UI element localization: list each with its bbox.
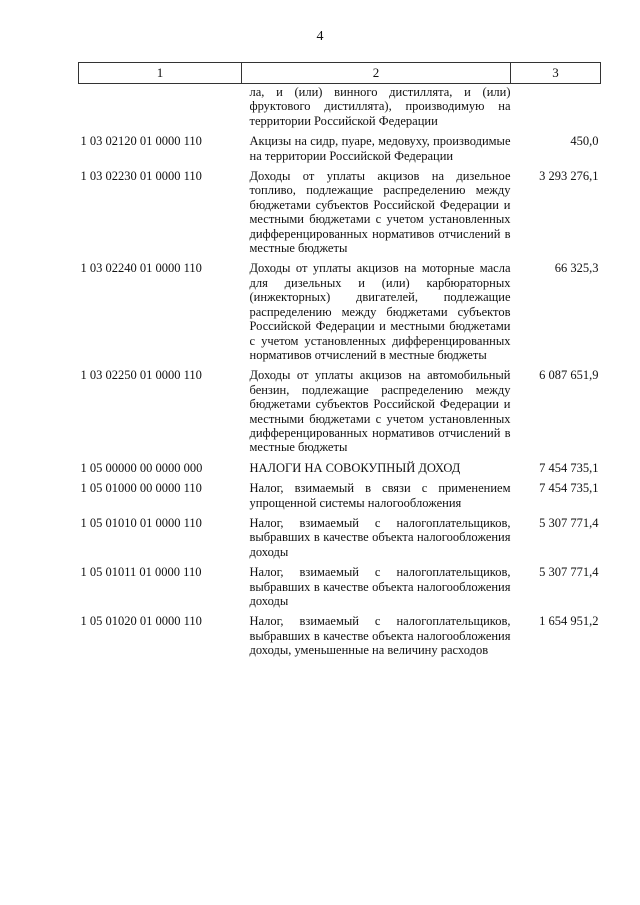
row-amount: 3 293 276,1 bbox=[539, 169, 599, 184]
table-row bbox=[79, 84, 601, 135]
row-name: Налог, взимаемый с налогоплательщиков, выбравших в качестве объекта налогообложения доходы bbox=[249, 515, 511, 559]
row-name: Налог, взимаемый с налогоплательщиков, выбравших в качестве объекта налогообложения доходы bbox=[249, 565, 511, 608]
row-code: 1 03 02250 01 0000 110 bbox=[80, 368, 202, 383]
row-code: 1 05 01020 01 0000 110 bbox=[80, 614, 202, 629]
table-row bbox=[79, 481, 601, 516]
table-row bbox=[79, 134, 601, 169]
table-row bbox=[79, 169, 601, 261]
column-header-amount: 3 bbox=[511, 63, 601, 84]
column-header-name: 2 bbox=[242, 63, 511, 84]
page-number: 4 bbox=[316, 29, 324, 44]
table-body bbox=[79, 84, 601, 664]
row-amount: 6 087 651,9 bbox=[539, 368, 599, 383]
row-name: ла, и (или) винного дистиллята, и (или) фруктового дистиллята), производимую на территории Российской Федерации bbox=[249, 85, 511, 128]
row-amount: 5 307 771,4 bbox=[539, 565, 599, 580]
table-header bbox=[79, 63, 601, 84]
row-name: Доходы от уплаты акцизов на моторные масла для дизельных и (или) карбюраторных (инжекторных) двигателей, подлежащие распределению между бюджетами субъектов Российской Федерации и местными бюджетами с учетом установленных дифференцированных нормативов отчислений в местные бюджеты bbox=[249, 261, 511, 362]
row-amount: 7 454 735,1 bbox=[539, 481, 599, 496]
table-row bbox=[79, 261, 601, 368]
row-amount: 5 307 771,4 bbox=[539, 515, 599, 530]
row-code bbox=[79, 84, 242, 135]
row-code: 1 03 02120 01 0000 110 bbox=[80, 134, 202, 149]
row-amount: 1 654 951,2 bbox=[539, 614, 599, 629]
row-amount: 450,0 bbox=[570, 134, 599, 149]
row-code: 1 05 00000 00 0000 000 bbox=[80, 460, 203, 475]
row-name: Налог, взимаемый с налогоплательщиков, выбравших в качестве объекта налогообложения доходы, уменьшенные на величину расходов bbox=[249, 614, 511, 658]
table-row bbox=[79, 516, 601, 565]
row-code: 1 05 01010 01 0000 110 bbox=[80, 515, 202, 530]
revenue-table bbox=[78, 62, 601, 664]
column-header-code: 1 bbox=[79, 63, 242, 84]
row-name: Доходы от уплаты акцизов на автомобильный бензин, подлежащие распределению между бюджетами субъектов Российской Федерации и местными бюджетами с учетом установленных дифференцированных нормативов отчислений в местные бюджеты bbox=[249, 368, 511, 455]
header-row bbox=[79, 63, 601, 84]
row-name: Доходы от уплаты акцизов на дизельное топливо, подлежащие распределению между бюджетами субъектов Российской Федерации и местными бюджетами с учетом установленных дифференцированных нормативов отчислений в местные бюджеты bbox=[249, 169, 511, 256]
table-row bbox=[79, 368, 601, 460]
row-code: 1 05 01011 01 0000 110 bbox=[80, 565, 202, 580]
row-code: 1 05 01000 00 0000 110 bbox=[80, 481, 202, 496]
row-name: Акцизы на сидр, пуаре, медовуху, производимые на территории Российской Федерации bbox=[249, 134, 511, 163]
row-name: НАЛОГИ НА СОВОКУПНЫЙ ДОХОД bbox=[249, 460, 461, 475]
row-amount: 66 325,3 bbox=[554, 261, 599, 276]
row-amount: 7 454 735,1 bbox=[539, 460, 599, 475]
row-name: Налог, взимаемый в связи с применением упрощенной системы налогообложения bbox=[249, 481, 511, 510]
table-row bbox=[79, 461, 601, 481]
table-row bbox=[79, 565, 601, 614]
row-code: 1 03 02240 01 0000 110 bbox=[80, 261, 202, 276]
row-amount bbox=[511, 84, 601, 135]
table-row bbox=[79, 614, 601, 663]
row-code: 1 03 02230 01 0000 110 bbox=[80, 169, 202, 184]
